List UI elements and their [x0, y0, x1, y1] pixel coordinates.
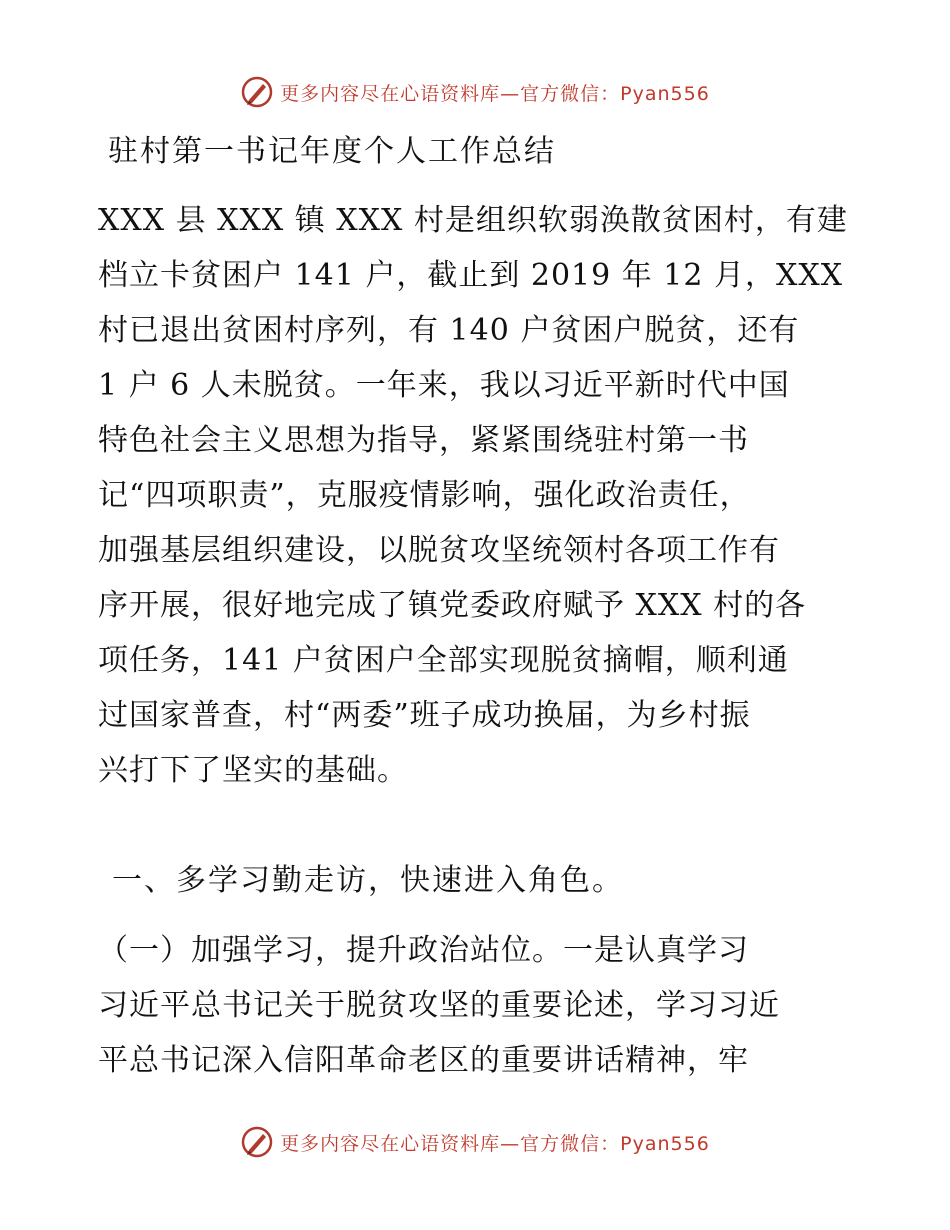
paragraph-line: 平总书记深入信阳革命老区的重要讲话精神，牢 [98, 1043, 749, 1078]
paragraph-line: 过国家普查，村“两委”班子成功换届，为乡村振 [98, 698, 751, 733]
paragraph-line: 项任务，141 户贫困户全部实现脱贫摘帽，顺利通 [98, 643, 789, 678]
intro-paragraph [98, 193, 850, 798]
document-title: 驻村第一书记年度个人工作总结 [108, 134, 556, 169]
paragraph-line: 习近平总书记关于脱贫攻坚的重要论述，学习习近 [98, 988, 780, 1023]
paragraph-line: XXX 县 XXX 镇 XXX 村是组织软弱涣散贫困村，有建 [98, 203, 848, 238]
paragraph-line: 兴打下了坚实的基础。 [98, 753, 408, 788]
pen-logo-icon [240, 75, 274, 109]
header-banner [0, 72, 950, 112]
section-heading: 一、多学习勤走访，快速进入角色。 [112, 863, 624, 898]
paragraph-line: 档立卡贫困户 141 户，截止到 2019 年 12 月，XXX [98, 258, 844, 293]
footer-banner [0, 1122, 950, 1162]
paragraph-line: 记“四项职责”，克服疫情影响，强化政治责任， [98, 478, 751, 513]
paragraph-line: 村已退出贫困村序列，有 140 户贫困户脱贫，还有 [98, 313, 800, 348]
header-banner-text: 更多内容尽在心语资料库—官方微信：Pyan556 [280, 82, 710, 105]
footer-banner-text: 更多内容尽在心语资料库—官方微信：Pyan556 [280, 1132, 710, 1155]
paragraph-line: （一）加强学习，提升政治站位。一是认真学习 [98, 933, 749, 968]
paragraph-line: 加强基层组织建设，以脱贫攻坚统领村各项工作有 [98, 533, 780, 568]
paragraph-line: 特色社会主义思想为指导，紧紧围绕驻村第一书 [98, 423, 749, 458]
section-paragraph [98, 923, 850, 1088]
pen-logo-icon [240, 1125, 274, 1159]
paragraph-line: 序开展，很好地完成了镇党委政府赋予 XXX 村的各 [98, 588, 807, 623]
paragraph-line: 1 户 6 人未脱贫。一年来，我以习近平新时代中国 [98, 368, 790, 403]
